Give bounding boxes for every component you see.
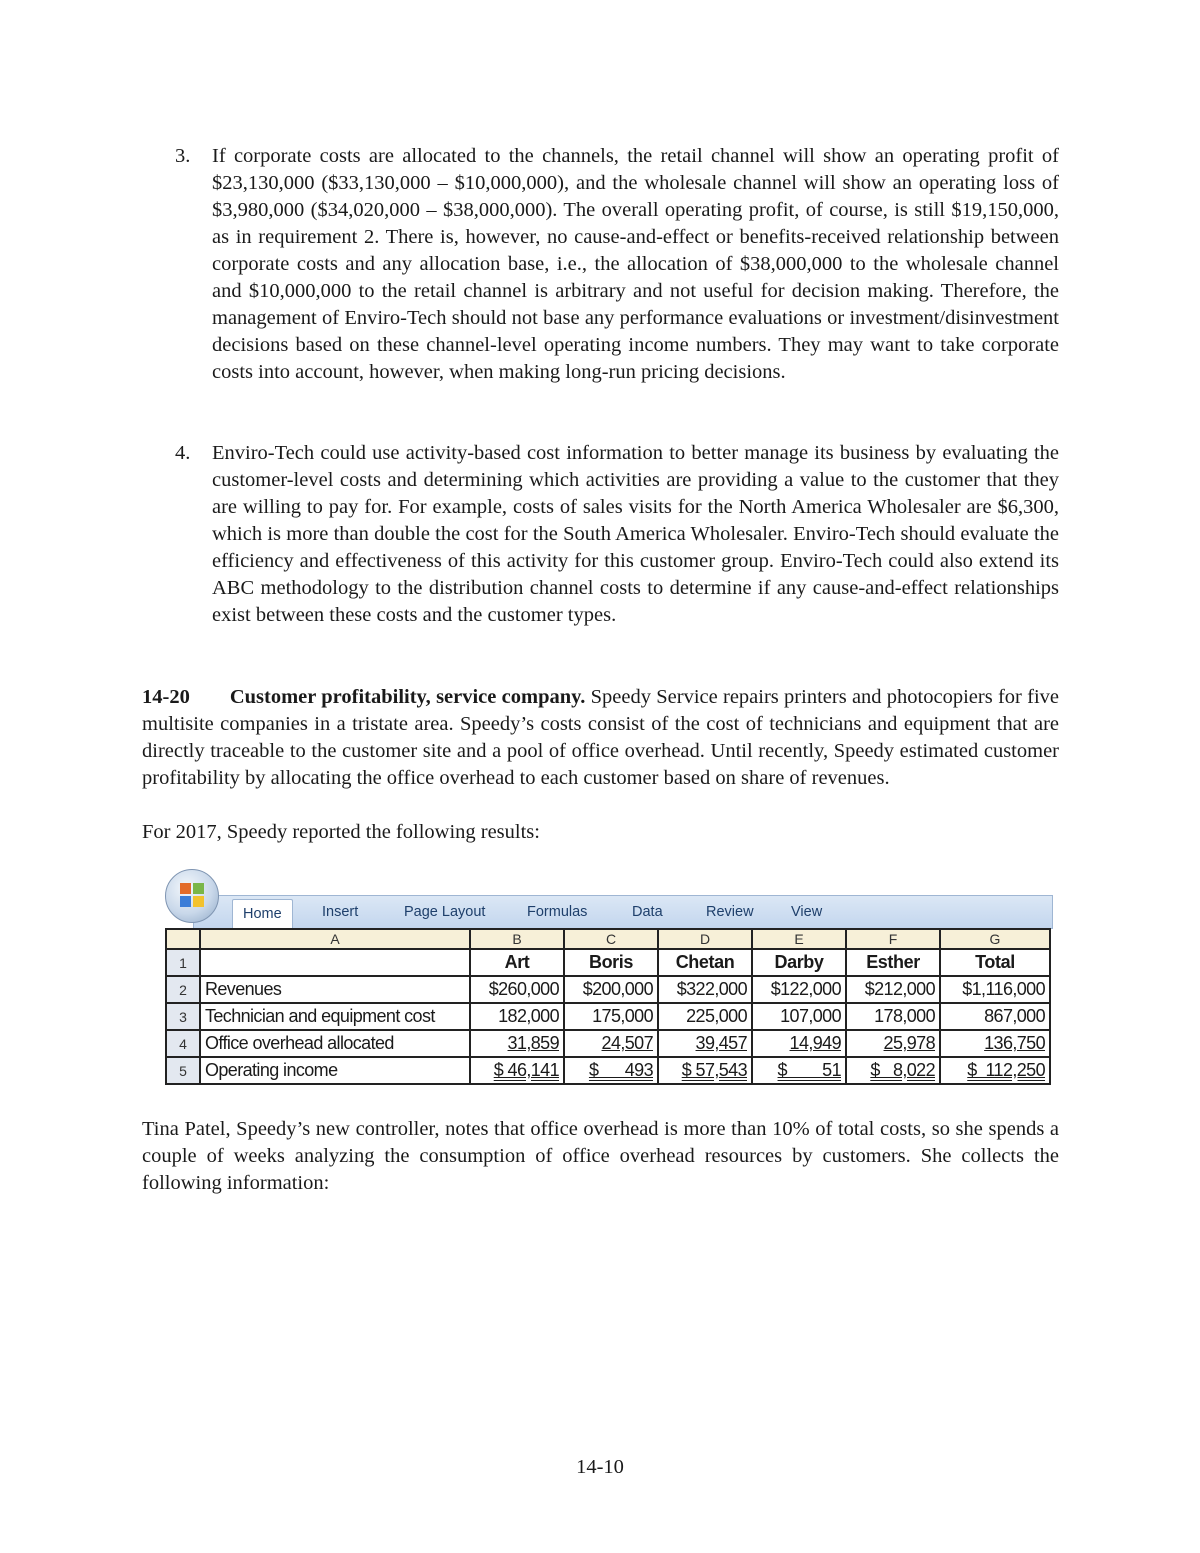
tab-view: View	[791, 904, 823, 920]
row-number: 2	[166, 976, 200, 1003]
row-label: Technician and equipment cost	[200, 1003, 470, 1030]
customer-header: Esther	[846, 949, 940, 976]
customer-header: Art	[470, 949, 564, 976]
cell-value: $322,000	[658, 976, 752, 1003]
cell-value: $ 493	[564, 1057, 658, 1084]
column-header: D	[658, 929, 752, 949]
row-number: 4	[166, 1030, 200, 1057]
cell-value: $ 46,141	[470, 1057, 564, 1084]
table-row	[166, 1003, 1050, 1030]
spreadsheet-image	[163, 867, 1053, 1095]
cell-value: 136,750	[940, 1030, 1050, 1057]
cell-value: $ 112,250	[940, 1057, 1050, 1084]
tab-data: Data	[632, 904, 663, 920]
table-row	[166, 1030, 1050, 1057]
cell-value: $200,000	[564, 976, 658, 1003]
problem-title: Customer profitability, service company.	[229, 686, 586, 708]
cell-value: 175,000	[564, 1003, 658, 1030]
cell-value: $122,000	[752, 976, 846, 1003]
column-header-row	[166, 929, 1050, 949]
problem-text: Speedy Service repairs printers and photocopiers for five multisite companies in a tristate area. Speedy’s costs consist of the cost of technicians and equipment that are directly traceable to the customer site and a pool of office overhead. Until recently, Speedy estimated customer profitability by allocating the office overhead to each customer based on share of revenues.	[142, 686, 1060, 789]
column-header: B	[470, 929, 564, 949]
row-label: Revenues	[200, 976, 470, 1003]
cell-value: 182,000	[470, 1003, 564, 1030]
tab-page-layout: Page Layout	[404, 904, 486, 920]
answer-item-4	[175, 440, 1059, 629]
table-row	[166, 1057, 1050, 1084]
column-header: F	[846, 929, 940, 949]
problem-intro: For 2017, Speedy reported the following results:	[142, 821, 540, 843]
office-button-icon	[165, 869, 219, 923]
cell-value: 31,859	[470, 1030, 564, 1057]
ribbon-tabs	[193, 895, 1053, 929]
cell-value: $ 57,543	[658, 1057, 752, 1084]
item-text: Enviro-Tech could use activity-based cost information to better manage its business by evaluating the customer-level costs and determining which activities are providing a value to the customer that they are willing to pay for. For example, costs of sales visits for the North America Wholesaler are $6,300, which is more than double the cost for the South America Wholesaler. Enviro-Tech should evaluate the efficiency and effectiveness of this activity for this customer group. Enviro-Tech could also extend its ABC methodology to the distribution channel costs to determine if any cause-and-effect relationships exist between these costs and the customer types.	[212, 442, 1059, 626]
table-row	[166, 976, 1050, 1003]
customer-header: Chetan	[658, 949, 752, 976]
total-header: Total	[940, 949, 1050, 976]
tab-review: Review	[706, 904, 754, 920]
row-label: Office overhead allocated	[200, 1030, 470, 1057]
cell-value: 24,507	[564, 1030, 658, 1057]
column-header: C	[564, 929, 658, 949]
answer-item-3	[175, 143, 1059, 386]
customer-header: Darby	[752, 949, 846, 976]
customer-header: Boris	[564, 949, 658, 976]
cell-value: 867,000	[940, 1003, 1050, 1030]
column-header: A	[200, 929, 470, 949]
cell-value: $ 8,022	[846, 1057, 940, 1084]
table-row	[166, 949, 1050, 976]
problem-number: 14-20	[142, 686, 190, 708]
item-number: 4.	[175, 442, 191, 464]
row-label: Operating income	[200, 1057, 470, 1084]
cell-value: 14,949	[752, 1030, 846, 1057]
column-header: G	[940, 929, 1050, 949]
item-text: If corporate costs are allocated to the channels, the retail channel will show an operating profit of $23,130,000 ($33,130,000 – $10,000,000), and the wholesale channel will show an operating loss of $3,980,000 ($34,020,000 – $38,000,000). The overall operating profit, of course, is still $19,150,000, as in requirement 2. There is, however, no cause-and-effect or benefits-received relationship between corporate costs and any allocation base, i.e., the allocation of $38,000,000 to the wholesale channel and $10,000,000 to the retail channel is arbitrary and not useful for decision making. Therefore, the management of Enviro-Tech should not base any performance evaluations or investment/disinvestment decisions based on these channel-level operating income numbers. They may want to take corporate costs into account, however, when making long-run pricing decisions.	[212, 145, 1059, 383]
cell-value: $ 51	[752, 1057, 846, 1084]
item-number: 3.	[175, 145, 191, 167]
cell-value: 225,000	[658, 1003, 752, 1030]
tab-home: Home	[232, 899, 293, 928]
cell-value: 107,000	[752, 1003, 846, 1030]
cell-value: $260,000	[470, 976, 564, 1003]
cell-value: $1,116,000	[940, 976, 1050, 1003]
cell-value: 178,000	[846, 1003, 940, 1030]
cell-value: 39,457	[658, 1030, 752, 1057]
tab-formulas: Formulas	[527, 904, 588, 920]
row-number: 1	[166, 949, 200, 976]
column-header: E	[752, 929, 846, 949]
paragraph-tina-patel: Tina Patel, Speedy’s new controller, notes that office overhead is more than 10% of total costs, so she spends a couple of weeks analyzing the consumption of office overhead resources by customers. She collects the following information:	[142, 1118, 1059, 1194]
page-number: 14-10	[576, 1456, 624, 1478]
tab-insert: Insert	[322, 904, 359, 920]
problem-14-20	[142, 684, 1059, 792]
results-table	[165, 928, 1051, 1085]
cell-value: $212,000	[846, 976, 940, 1003]
row-number: 3	[166, 1003, 200, 1030]
row-number: 5	[166, 1057, 200, 1084]
cell-value: 25,978	[846, 1030, 940, 1057]
